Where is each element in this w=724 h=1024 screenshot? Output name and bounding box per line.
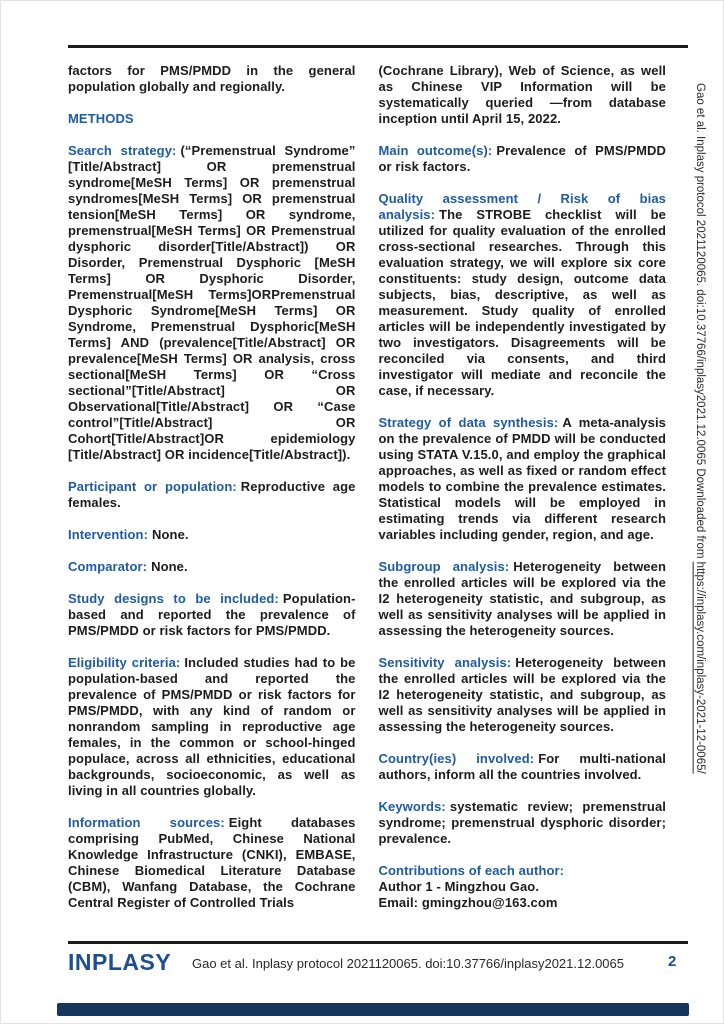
bottom-brand-bar <box>57 1003 689 1016</box>
section-sensitivity-analysis <box>379 655 667 735</box>
section-label: Keywords: <box>378 799 446 814</box>
section-subgroup-analysis <box>379 559 667 639</box>
section-label: Comparator: <box>68 559 148 574</box>
section-label: Study designs to be included: <box>68 591 279 606</box>
section-main-outcomes <box>379 143 667 175</box>
section-label: Sensitivity analysis: <box>378 655 512 670</box>
section-quality-assessment <box>379 191 667 399</box>
section-label: Country(ies) involved: <box>378 751 535 766</box>
heading-methods <box>68 111 356 127</box>
author-email-line: Email: gmingzhou@163.com <box>378 895 558 910</box>
heading-label: METHODS <box>68 111 134 126</box>
section-label: Subgroup analysis: <box>378 559 510 574</box>
section-comparator <box>68 559 356 575</box>
sidebar-citation-text: Gao et al. Inplasy protocol 2021120065. doi:10.37766/inplasy2021.12.0065 Downloaded from <box>694 83 706 562</box>
section-body: Included studies had to be population-based and reported the prevalence of PMS/PMDD or risk factors for PMS/PMDD, with any kind of random or nonrandom sampling in reproductive age females, in the common or school-hinged populace, across all ethnicities, educational backgrounds, socioeconomic, as well as living in all countries globally. <box>68 655 356 798</box>
section-body: Heterogeneity between the enrolled articles will be explored via the I2 heterogeneity statistic, and subgroup, as well as sensitivity analyses will be applied in assessing the heterogeneity sources. <box>378 655 666 734</box>
section-participant-population <box>68 479 356 511</box>
section-body: (Cochrane Library), Web of Science, as well as Chinese VIP Information will be systematically queried —from database inception until April 15, 2022. <box>378 63 666 126</box>
section-data-synthesis-strategy <box>379 415 667 543</box>
section-label: Eligibility criteria: <box>68 655 181 670</box>
sidebar-download-url[interactable]: https://inplasy.com/inplasy-2021-12-0065/ <box>694 561 706 774</box>
section-body: Prevalence of PMS/PMDD or risk factors. <box>378 143 666 174</box>
section-body: factors for PMS/PMDD in the general population globally and regionally. <box>68 63 356 94</box>
footer-citation: Gao et al. Inplasy protocol 2021120065. doi:10.37766/inplasy2021.12.0065 <box>192 956 624 971</box>
section-body: (“Premenstrual Syndrome” [Title/Abstract] OR premenstrual syndrome[MeSH Terms] OR premenstrual syndromes[MeSH Terms] OR premenstrual tension[MeSH Terms] OR syndrome, premenstrual[MeSH Terms] OR Premenstrual dysphoric disorder[Title/Abstract]) OR Disorder, Premenstrual Dysphoric [MeSH Terms] OR Dysphoric Disorder, Premenstrual[MeSH Terms]ORPremenstrual Dysphoric Syndrome[MeSH Terms] OR Syndrome, Premenstrual Dysphoric[MeSH Terms] AND (prevalence[Title/Abstract] OR prevalence[MeSH Terms] OR analysis, cross sectional[MeSH Terms] OR “Cross sectional”[Title/Abstract] OR Observational[Title/Abstract] OR “Case control”[Title/Abstract] OR Cohort[Title/Abstract]OR epidemiology [Title/Abstract] OR incidence[Title/Abstract]). <box>68 143 356 462</box>
section-search-strategy <box>68 143 356 463</box>
section-body: None. <box>152 527 189 542</box>
section-label: Information sources: <box>68 815 225 830</box>
inplasy-logo: INPLASY <box>68 949 172 975</box>
section-body: A meta-analysis on the prevalence of PMDD will be conducted using STATA V.15.0, and employ the graphical approaches, as well as fixed or random effect models to combine the prevalence estimates. Statistical models will be employed in estimating trends via different research variables including gender, region, and age. <box>378 415 666 542</box>
section-study-designs <box>68 591 356 639</box>
section-body: systematic review; premenstrual syndrome; premenstrual dysphoric disorder; prevalence. <box>378 799 666 846</box>
vertical-citation-sidebar <box>692 83 708 1017</box>
paragraph-continuation <box>379 63 667 127</box>
section-body: Population-based and reported the prevalence of PMS/PMDD or risk factors for PMS/PMDD. <box>68 591 356 638</box>
section-body: For multi-national authors, inform all the countries involved. <box>378 751 666 782</box>
section-label: Search strategy: <box>68 143 177 158</box>
left-column <box>68 63 356 927</box>
section-body: Eight databases comprising PubMed, Chinese National Knowledge Infrastructure (CNKI), EMBASE, Chinese Biomedical Literature Database (CBM), Wanfang Database, the Cochrane Central Register of Controlled Trials <box>68 815 356 910</box>
section-label: Main outcome(s): <box>378 143 493 158</box>
footer-rule <box>68 941 688 944</box>
section-keywords <box>379 799 667 847</box>
section-author-contributions <box>379 863 667 911</box>
section-intervention <box>68 527 356 543</box>
section-label: Quality assessment / Risk of bias analysis: <box>378 191 666 222</box>
section-body: None. <box>151 559 188 574</box>
paragraph-continuation <box>68 63 356 95</box>
section-body: Reproductive age females. <box>68 479 356 510</box>
section-label: Intervention: <box>68 527 149 542</box>
section-body: Heterogeneity between the enrolled articles will be explored via the I2 heterogeneity statistic, and subgroup, as well as sensitivity analyses will be applied in assessing the heterogeneity sources. <box>378 559 667 638</box>
section-countries-involved <box>379 751 667 783</box>
section-label: Contributions of each author: <box>378 863 565 878</box>
section-information-sources <box>68 815 356 911</box>
page-number: 2 <box>668 953 677 970</box>
section-label: Strategy of data synthesis: <box>378 415 559 430</box>
two-column-body <box>68 63 666 927</box>
section-eligibility-criteria <box>68 655 356 799</box>
right-column <box>379 63 667 927</box>
section-label: Participant or population: <box>68 479 237 494</box>
top-rule <box>68 45 688 48</box>
author-line: Author 1 - Mingzhou Gao. <box>378 879 540 894</box>
section-body: The STROBE checklist will be utilized for quality evaluation of the enrolled cross-sectional researches. Through this evaluation strategy, we will explore six core constituents: study design, outcome data subjects, bias, descriptive, as well as measurement. Study quality of enrolled articles will be independently investigated by two investigators. Disagreements will be reconciled via consents, and third investigator will mediate and reconcile the case, if necessary. <box>378 207 666 398</box>
